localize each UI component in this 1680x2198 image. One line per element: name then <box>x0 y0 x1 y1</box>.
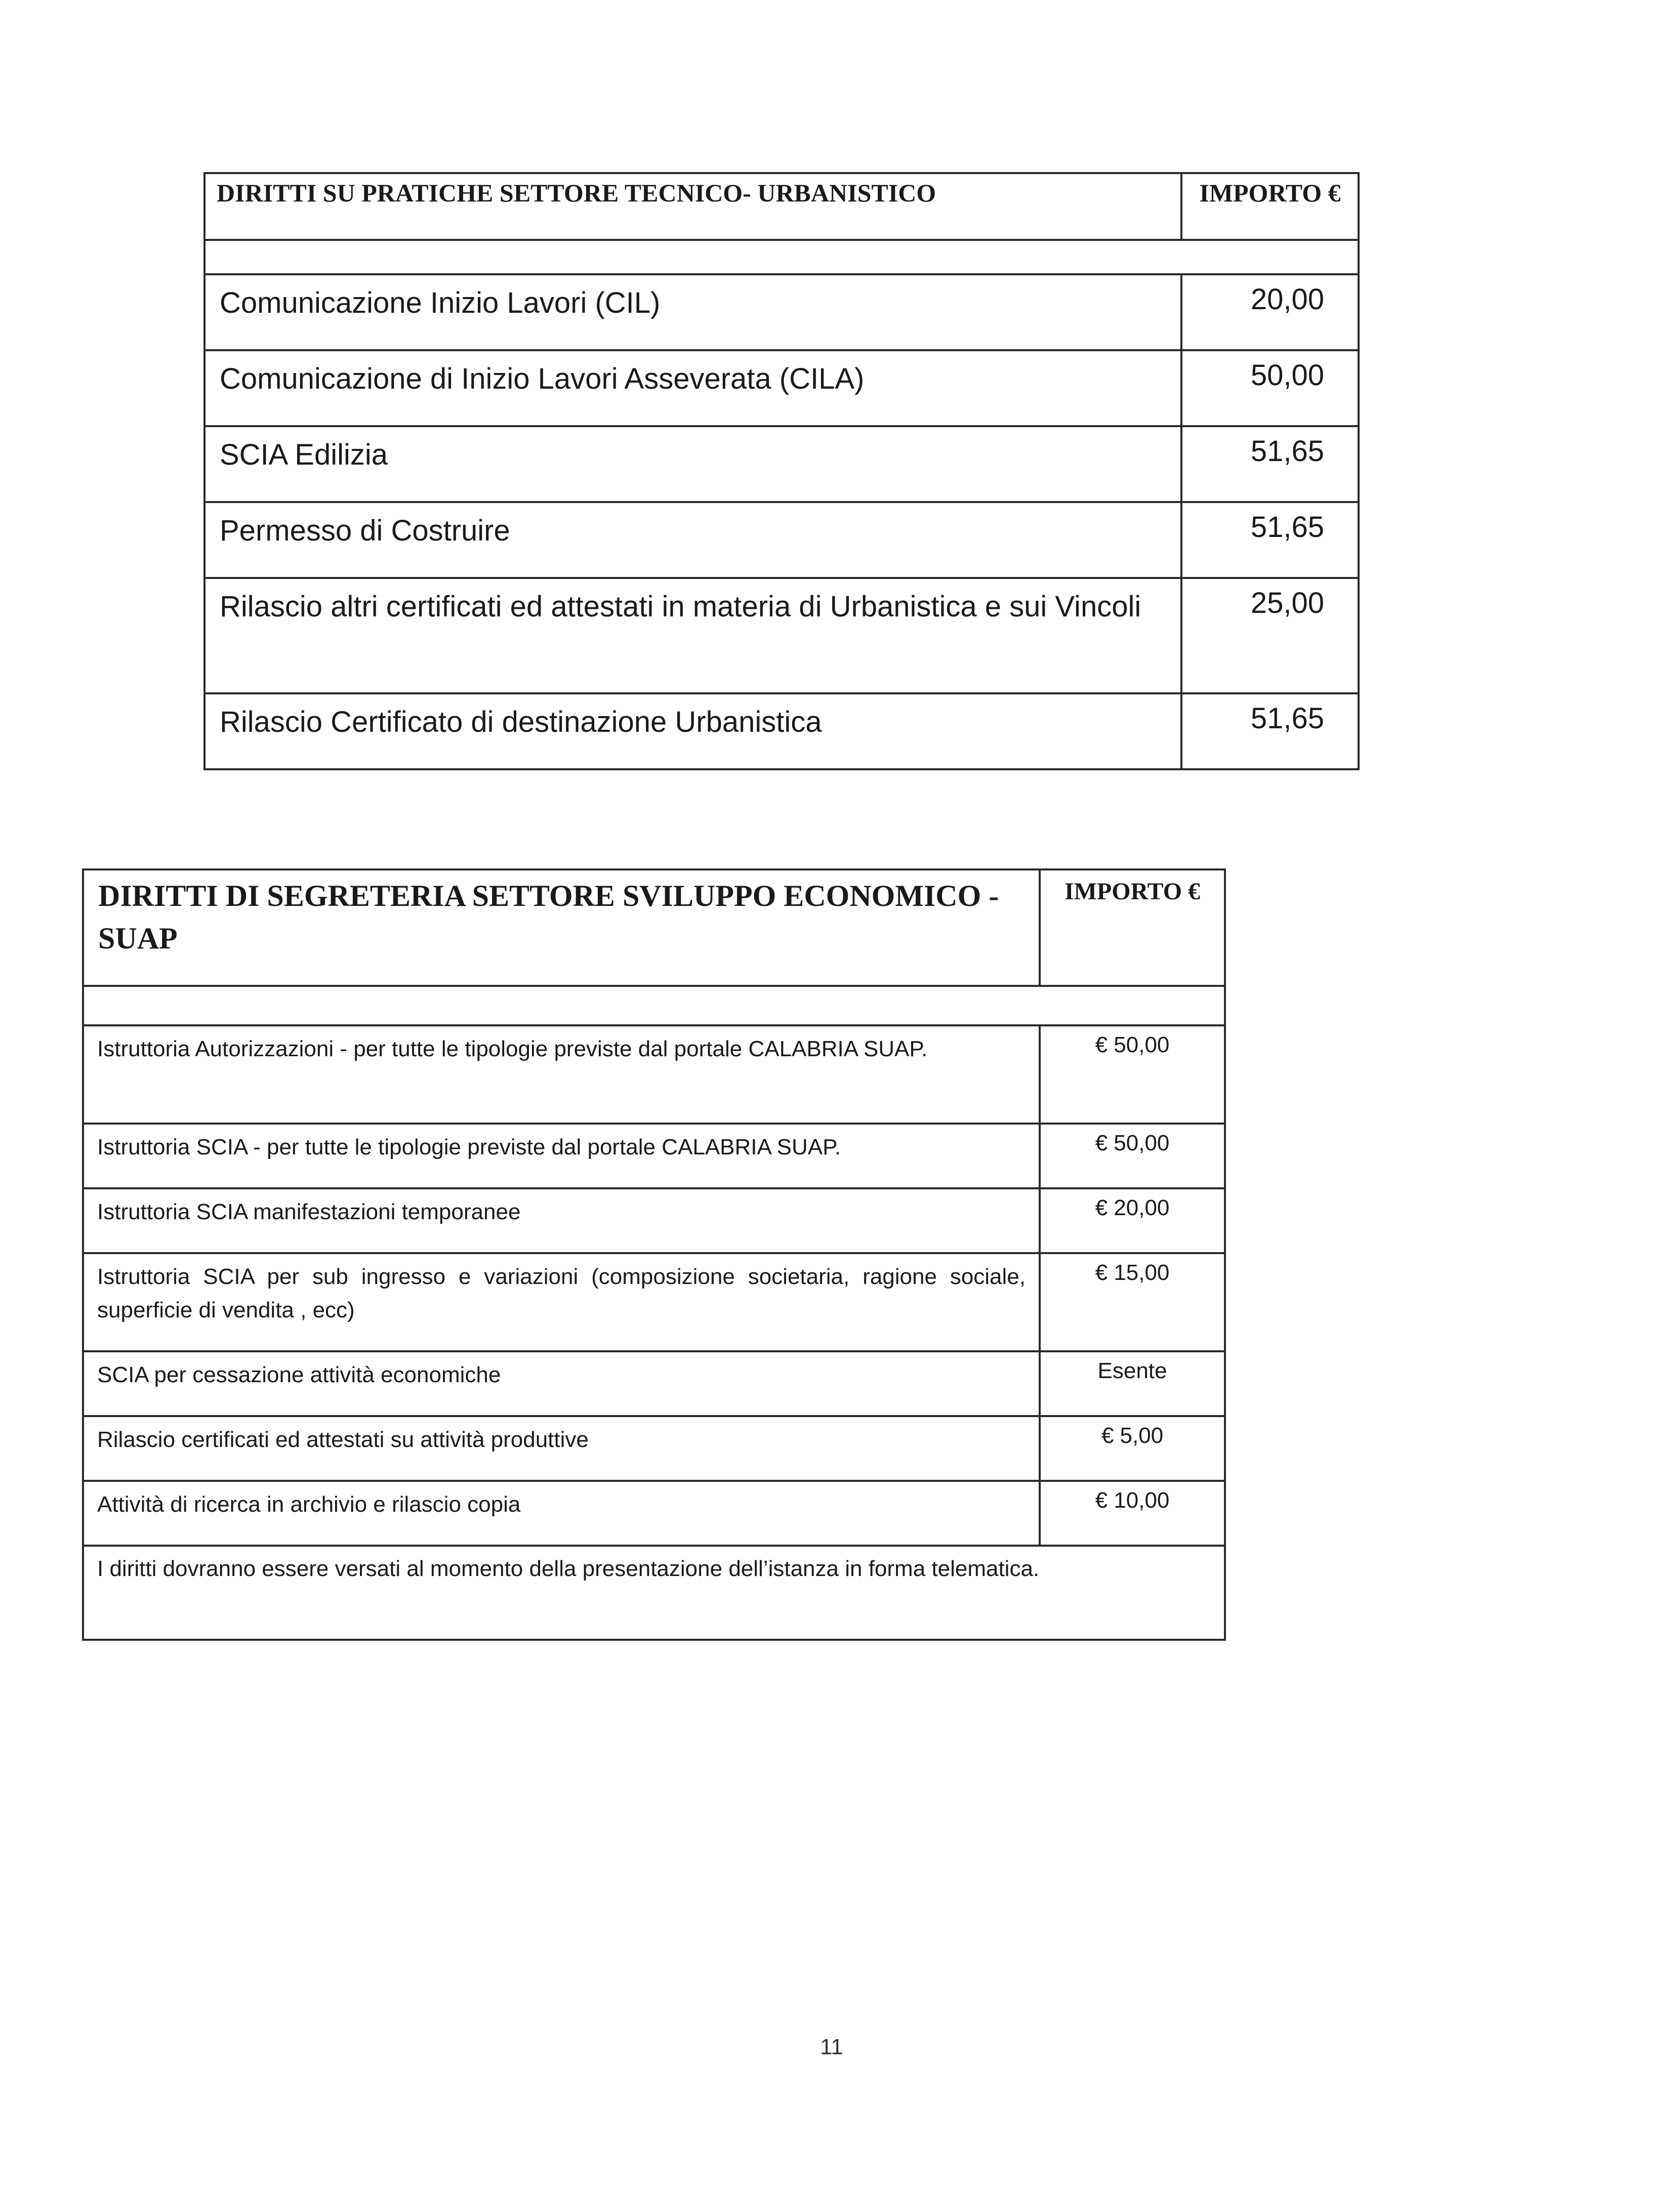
fee-description: Rilascio altri certificati ed attestati in materia di Urbanistica e sui Vincoli <box>204 578 1181 693</box>
fee-description: SCIA Edilizia <box>204 426 1181 502</box>
table-row <box>204 350 1359 426</box>
fee-description: Rilascio Certificato di destinazione Urbanistica <box>204 693 1181 769</box>
fee-amount: € 20,00 <box>1040 1188 1225 1253</box>
spacer-row <box>204 240 1359 274</box>
fee-amount: € 15,00 <box>1040 1253 1225 1351</box>
table-header-row <box>83 869 1225 986</box>
fee-description: SCIA per cessazione attività economiche <box>83 1351 1040 1416</box>
fee-amount: 51,65 <box>1181 693 1359 769</box>
table-row <box>83 1025 1225 1124</box>
fee-amount: € 50,00 <box>1040 1124 1225 1188</box>
fee-amount: 50,00 <box>1181 350 1359 426</box>
table-title: DIRITTI DI SEGRETERIA SETTORE SVILUPPO ECONOMICO - SUAP <box>83 869 1040 986</box>
payment-note: I diritti dovranno essere versati al momento della presentazione dell’istanza in forma telematica. <box>83 1546 1225 1640</box>
table-tecnico-urbanistico <box>203 172 1360 770</box>
fee-amount: 25,00 <box>1181 578 1359 693</box>
table-row <box>83 1188 1225 1253</box>
fee-description: Istruttoria SCIA per sub ingresso e variazioni (composizione societaria, ragione sociale, superficie di vendita , ecc) <box>83 1253 1040 1351</box>
table-title: DIRITTI SU PRATICHE SETTORE TECNICO- URBANISTICO <box>204 173 1181 240</box>
fee-description: Comunicazione di Inizio Lavori Asseverata (CILA) <box>204 350 1181 426</box>
fee-description: Rilascio certificati ed attestati su attività produttive <box>83 1416 1040 1481</box>
table-row <box>83 1416 1225 1481</box>
table-row <box>204 578 1359 693</box>
fee-amount: 51,65 <box>1181 426 1359 502</box>
table-note-row <box>83 1546 1225 1640</box>
table-row <box>204 693 1359 769</box>
fee-description: Istruttoria Autorizzazioni - per tutte le tipologie previste dal portale CALABRIA SUAP. <box>83 1025 1040 1124</box>
fee-description: Attività di ricerca in archivio e rilascio copia <box>83 1481 1040 1546</box>
page-number-mark: 11 <box>820 2035 843 2059</box>
fee-amount: € 10,00 <box>1040 1481 1225 1546</box>
fee-amount: 51,65 <box>1181 502 1359 578</box>
amount-column-header: IMPORTO € <box>1181 173 1359 240</box>
fee-amount: 20,00 <box>1181 274 1359 350</box>
fee-description: Istruttoria SCIA - per tutte le tipologie previste dal portale CALABRIA SUAP. <box>83 1124 1040 1188</box>
table-row <box>83 1481 1225 1546</box>
table-row <box>83 1124 1225 1188</box>
spacer-row <box>83 986 1225 1025</box>
fee-description: Permesso di Costruire <box>204 502 1181 578</box>
table-row <box>83 1253 1225 1351</box>
amount-column-header: IMPORTO € <box>1040 869 1225 986</box>
fee-amount: Esente <box>1040 1351 1225 1416</box>
fee-description: Comunicazione Inizio Lavori (CIL) <box>204 274 1181 350</box>
table-sviluppo-economico-suap <box>82 868 1226 1641</box>
fee-description: Istruttoria SCIA manifestazioni temporanee <box>83 1188 1040 1253</box>
table-row <box>204 274 1359 350</box>
fee-amount: € 5,00 <box>1040 1416 1225 1481</box>
table-row <box>204 502 1359 578</box>
table-row <box>83 1351 1225 1416</box>
table-row <box>204 426 1359 502</box>
fee-amount: € 50,00 <box>1040 1025 1225 1124</box>
table-header-row <box>204 173 1359 240</box>
